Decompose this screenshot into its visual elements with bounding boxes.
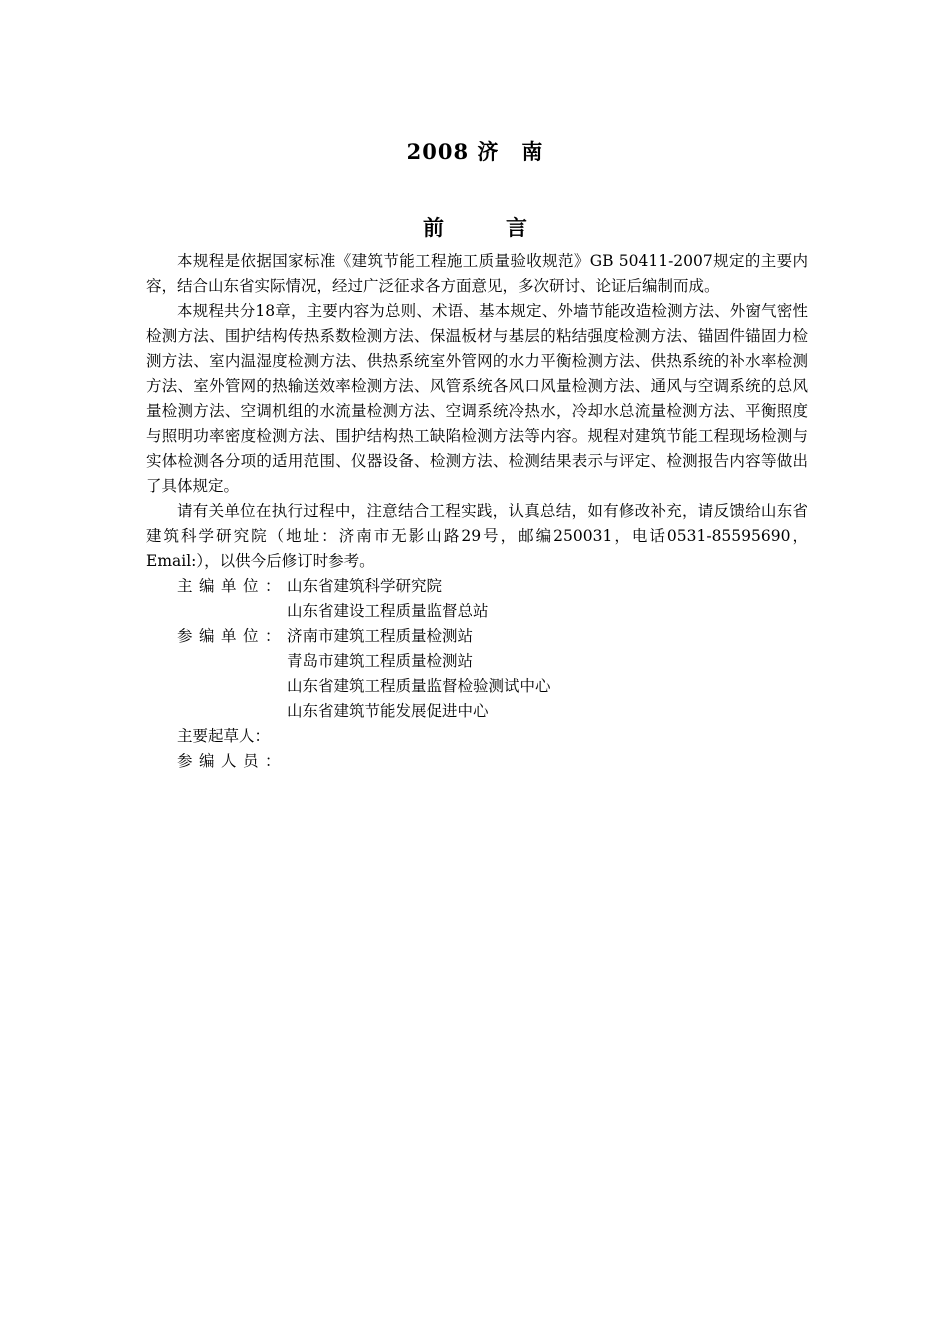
- preface-title: 前言: [423, 215, 589, 240]
- participating-unit-row: [146, 649, 808, 674]
- preface-body: [146, 249, 808, 774]
- drafters-row: [146, 724, 808, 749]
- participating-unit-4: 山东省建筑节能发展促进中心: [287, 702, 489, 720]
- preface-paragraph-3: 请有关单位在执行过程中，注意结合工程实践，认真总结，如有修改补充，请反馈给山东省建筑科学研究院（地址：济南市无影山路29号，邮编250031，电话0531-85595690，Email:），以供今后修订时参考。: [146, 502, 808, 570]
- drafters-label: 主要起草人：: [177, 727, 271, 745]
- participating-unit-2: 青岛市建筑工程质量检测站: [287, 652, 474, 670]
- participating-unit-label: 参编单位：: [177, 627, 288, 645]
- chief-unit-row: [146, 574, 808, 599]
- staff-row: [146, 749, 808, 774]
- participating-unit-3: 山东省建筑工程质量监督检验测试中心: [287, 677, 551, 695]
- preface-paragraph-1: 本规程是依据国家标准《建筑节能工程施工质量验收规范》GB 50411-2007规定的主要内容，结合山东省实际情况，经过广泛征求各方面意见，多次研讨、论证后编制而成。: [146, 252, 808, 295]
- participating-unit-row: [146, 674, 808, 699]
- participating-unit-1: 济南市建筑工程质量检测站: [287, 627, 474, 645]
- year-place-heading: 2008 济 南: [406, 139, 544, 164]
- chief-unit-row: [146, 599, 808, 624]
- chief-unit-2: 山东省建设工程质量监督总站: [287, 602, 489, 620]
- participating-unit-row: [146, 624, 808, 649]
- chief-unit-label: 主编单位：: [177, 577, 288, 595]
- participating-unit-row: [146, 699, 808, 724]
- chief-unit-1: 山东省建筑科学研究院: [287, 577, 443, 595]
- preface-paragraph-2: 本规程共分18章，主要内容为总则、术语、基本规定、外墙节能改造检测方法、外窗气密性检测方法、围护结构传热系数检测方法、保温板材与基层的粘结强度检测方法、锚固件锚固力检测方法、室内温湿度检测方法、供热系统室外管网的水力平衡检测方法、供热系统的补水率检测方法、室外管网的热输送效率检测方法、风管系统各风口风量检测方法、通风与空调系统的总风量检测方法、空调机组的水流量检测方法、空调系统冷热水，冷却水总流量检测方法、平衡照度与照明功率密度检测方法、围护结构热工缺陷检测方法等内容。规程对建筑节能工程现场检测与实体检测各分项的适用范围、仪器设备、检测方法、检测结果表示与评定、检测报告内容等做出了具体规定。: [146, 302, 808, 495]
- staff-label: 参编人员：: [177, 752, 288, 770]
